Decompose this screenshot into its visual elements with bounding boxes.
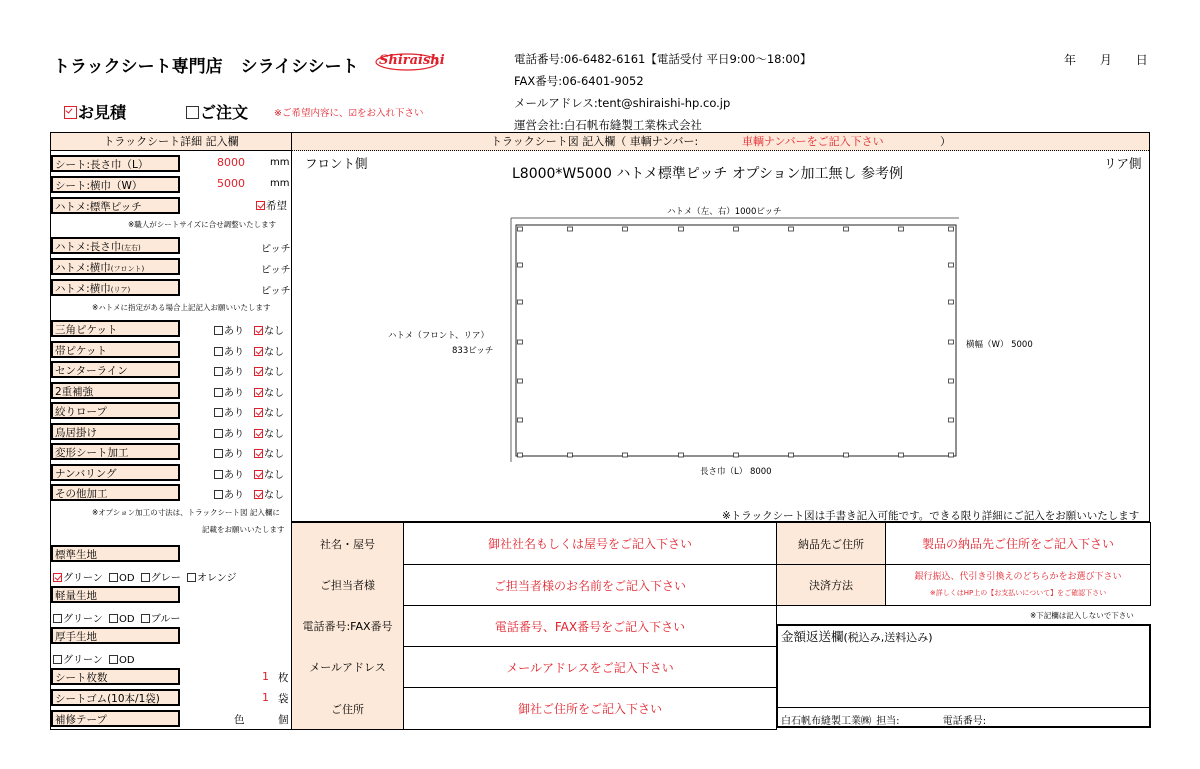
thick-green-checkbox[interactable] bbox=[53, 655, 62, 664]
option-nashi-label: なし bbox=[264, 388, 284, 399]
rubber-value[interactable]: 1 bbox=[262, 691, 269, 704]
front-label: フロント側 bbox=[305, 156, 368, 171]
email-input[interactable]: メールアドレスをご記入下さい bbox=[506, 660, 674, 675]
sheet-width-value[interactable]: 5000 bbox=[217, 177, 245, 190]
grommet-note: ※職人がシートサイズに合せ調整いたします bbox=[128, 220, 277, 229]
grommet-front-text: ハトメ:横巾 bbox=[55, 262, 111, 274]
sheet-length-label: シート:長さ巾（L） bbox=[51, 155, 180, 172]
grommet-mark bbox=[679, 453, 684, 457]
grommet-standard-option-label: 希望 bbox=[266, 200, 287, 212]
email-line: メールアドレス:tent@shiraishi-hp.co.jp bbox=[514, 96, 731, 110]
standard-fabric-label: 標準生地 bbox=[51, 545, 180, 562]
std-gray-checkbox[interactable] bbox=[141, 573, 150, 582]
option-nashi-label: なし bbox=[264, 490, 284, 501]
diagram-header bbox=[292, 133, 1149, 151]
date-day: 日 bbox=[1135, 53, 1148, 67]
reply-sub: (税込み,送料込み) bbox=[843, 631, 933, 644]
option-note-1: ※オプション加工の寸法は、トラックシート図 記入欄に bbox=[92, 508, 280, 517]
payment-hint-1: 銀行振込、代引き引換えのどちらかをお選び下さい bbox=[914, 572, 1122, 582]
grommet-mark bbox=[899, 227, 904, 231]
option-nashi-label: なし bbox=[264, 347, 284, 358]
company-line: 運営会社:白石帆布縫製工業株式会社 bbox=[514, 118, 702, 132]
no-fill-note: ※下記欄は記入しないで下さい bbox=[1030, 611, 1134, 620]
option-ari-label: あり bbox=[224, 326, 244, 337]
light-fabric-label: 軽量生地 bbox=[51, 586, 180, 603]
grommet-mark bbox=[518, 340, 523, 344]
grommet-mark bbox=[949, 227, 954, 231]
option-ari-label: あり bbox=[224, 429, 244, 440]
shop-title-text: トラックシート専門店 bbox=[53, 57, 223, 77]
option-nashi-label: なし bbox=[264, 367, 284, 378]
address-label: ご住所 bbox=[331, 702, 364, 716]
width-dimension-label: 横幅（W） 5000 bbox=[966, 340, 1033, 350]
std-orange-label: オレンジ bbox=[196, 573, 237, 584]
option-nashi-checkbox[interactable] bbox=[254, 388, 263, 397]
payment-label: 決済方法 bbox=[809, 579, 853, 592]
grommet-mark bbox=[949, 379, 954, 383]
option-ari-checkbox[interactable] bbox=[214, 429, 223, 438]
delivery-input[interactable]: 製品の納品先ご住所をご記入下さい bbox=[921, 537, 1114, 551]
phone-input[interactable]: 電話番号、FAX番号をご記入下さい bbox=[494, 619, 686, 634]
grommet-mark bbox=[623, 227, 628, 231]
grommet-mark bbox=[568, 453, 573, 457]
grommet-mark bbox=[518, 263, 523, 267]
sheet-count-label: シート枚数 bbox=[51, 668, 180, 685]
diagram-footer-note: ※トラックシート図は手書き記入可能です。できる限り詳細にご記入をお願いいたします bbox=[722, 510, 1140, 522]
option-ari-checkbox[interactable] bbox=[214, 408, 223, 417]
option-choices bbox=[214, 322, 284, 337]
address-input[interactable]: 御社ご住所をご記入下さい bbox=[517, 702, 662, 716]
option-nashi-checkbox[interactable] bbox=[254, 367, 263, 376]
grommet-length-sub: (左右) bbox=[121, 244, 141, 252]
thick-green-label: グリーン bbox=[63, 655, 103, 666]
thick-fabric-label: 厚手生地 bbox=[51, 627, 180, 644]
pitch-note: ※ハトメに指定がある場合上記記入お願いいたします bbox=[92, 303, 271, 312]
grommet-mark bbox=[734, 227, 739, 231]
option-ari-checkbox[interactable] bbox=[214, 388, 223, 397]
option-ari-checkbox[interactable] bbox=[214, 470, 223, 479]
shop-subtitle: シライシシート bbox=[240, 57, 359, 77]
grommet-mark bbox=[844, 453, 849, 457]
option-choices bbox=[214, 425, 284, 440]
side-pitch-label: ハトメ（フロント、リア） bbox=[388, 331, 489, 341]
light-green-label: グリーン bbox=[63, 614, 103, 625]
option-nashi-checkbox[interactable] bbox=[254, 470, 263, 479]
light-od-checkbox[interactable] bbox=[109, 614, 118, 623]
rubber-unit: 袋 bbox=[278, 693, 289, 705]
left-section-title: トラックシート詳細 記入欄 bbox=[51, 133, 291, 151]
grommet-mark bbox=[518, 379, 523, 383]
option-label: 三角ピケット bbox=[51, 320, 180, 337]
option-choices bbox=[214, 445, 284, 460]
option-nashi-label: なし bbox=[264, 326, 284, 337]
option-label: ナンバリング bbox=[51, 464, 180, 481]
grommet-mark bbox=[899, 453, 904, 457]
staff-phone: 電話番号: bbox=[942, 716, 987, 727]
std-od-checkbox[interactable] bbox=[109, 573, 118, 582]
sheet-count-value[interactable]: 1 bbox=[262, 670, 269, 683]
grommet-mark bbox=[949, 263, 954, 267]
sheet-diagram[interactable] bbox=[505, 215, 965, 465]
grommet-front-label bbox=[51, 258, 180, 275]
contact-block bbox=[514, 48, 811, 136]
option-note-2: 記載をお願いいたします bbox=[202, 525, 285, 534]
company-input[interactable]: 御社社名もしくは屋号をご記入下さい bbox=[487, 537, 692, 551]
grommet-mark bbox=[518, 227, 523, 231]
tape-unit[interactable]: 個 bbox=[278, 714, 289, 726]
side-pitch-value: 833ピッチ bbox=[452, 346, 494, 356]
option-nashi-checkbox[interactable] bbox=[254, 408, 263, 417]
option-ari-label: あり bbox=[224, 490, 244, 501]
grommet-standard-checkbox[interactable] bbox=[256, 201, 265, 210]
option-ari-checkbox[interactable] bbox=[214, 326, 223, 335]
sheet-length-unit: mm bbox=[270, 157, 290, 168]
option-choices bbox=[214, 404, 284, 419]
payment-input[interactable] bbox=[886, 565, 1150, 605]
option-nashi-label: なし bbox=[264, 429, 284, 440]
grommet-mark bbox=[518, 418, 523, 422]
option-choices bbox=[214, 343, 284, 358]
sheet-width-unit: mm bbox=[270, 178, 290, 189]
check-hint: ※ご希望内容に、☑をお入れ下さい bbox=[274, 108, 424, 119]
grommet-mark bbox=[949, 340, 954, 344]
std-orange-checkbox[interactable] bbox=[187, 573, 196, 582]
grommet-mark bbox=[734, 453, 739, 457]
staff-company: 白石帆布縫製工業㈱ bbox=[781, 716, 871, 727]
option-label: 変形シート加工 bbox=[51, 443, 180, 460]
date-month: 月 bbox=[1099, 53, 1112, 67]
date-year: 年 bbox=[1064, 53, 1077, 67]
estimate-checkbox[interactable] bbox=[64, 106, 77, 119]
staff-label: 担当: bbox=[876, 716, 900, 727]
grommet-front-unit: ピッチ bbox=[261, 265, 291, 276]
grommet-length-unit: ピッチ bbox=[261, 244, 291, 255]
option-label: 鳥居掛け bbox=[51, 423, 180, 440]
shop-title bbox=[53, 52, 359, 77]
tape-color[interactable]: 色 bbox=[234, 714, 245, 726]
thick-fabric-colors bbox=[53, 651, 135, 666]
rear-label: リア側 bbox=[1104, 156, 1142, 171]
estimate-option[interactable] bbox=[64, 100, 126, 123]
order-option[interactable] bbox=[186, 100, 248, 123]
option-choices bbox=[214, 486, 284, 501]
sheet-width-label: シート:横巾（W） bbox=[51, 176, 180, 193]
option-ari-label: あり bbox=[224, 388, 244, 399]
fax-line: FAX番号:06-6401-9052 bbox=[514, 74, 644, 88]
thick-od-label: OD bbox=[119, 655, 135, 666]
sheet-length-value[interactable]: 8000 bbox=[217, 156, 245, 169]
grommet-mark bbox=[518, 300, 523, 304]
grommet-standard-option[interactable] bbox=[256, 198, 287, 213]
grommet-rear-label bbox=[51, 279, 180, 296]
grommet-mark bbox=[844, 227, 849, 231]
option-nashi-checkbox[interactable] bbox=[254, 449, 263, 458]
std-gray-label: グレー bbox=[150, 573, 181, 584]
option-ari-label: あり bbox=[224, 367, 244, 378]
shiraishi-logo bbox=[375, 50, 445, 72]
option-ari-label: あり bbox=[224, 347, 244, 358]
option-label: 絞りロープ bbox=[51, 402, 180, 419]
option-ari-checkbox[interactable] bbox=[214, 367, 223, 376]
grommet-mark bbox=[789, 227, 794, 231]
grommet-group bbox=[518, 227, 954, 457]
option-nashi-checkbox[interactable] bbox=[254, 490, 263, 499]
order-label: ご注文 bbox=[200, 103, 249, 122]
date-fields[interactable] bbox=[1064, 51, 1148, 68]
diagram-title-close: ） bbox=[940, 135, 951, 148]
option-nashi-checkbox[interactable] bbox=[254, 326, 263, 335]
grommet-mark bbox=[568, 227, 573, 231]
reply-title bbox=[781, 627, 933, 645]
thick-od-checkbox[interactable] bbox=[109, 655, 118, 664]
grommet-rear-unit: ピッチ bbox=[261, 286, 291, 297]
option-nashi-label: なし bbox=[264, 470, 284, 481]
option-ari-checkbox[interactable] bbox=[214, 347, 223, 356]
light-fabric-colors bbox=[53, 610, 180, 625]
light-blue-checkbox[interactable] bbox=[141, 614, 150, 623]
email-label: メールアドレス bbox=[309, 661, 386, 674]
option-choices bbox=[214, 466, 284, 481]
option-nashi-checkbox[interactable] bbox=[254, 347, 263, 356]
option-nashi-label: なし bbox=[264, 449, 284, 460]
plate-hint[interactable]: 車輌ナンバーをご記入下さい bbox=[742, 135, 884, 148]
tape-label: 補修テープ bbox=[51, 710, 180, 727]
grommet-mark bbox=[789, 453, 794, 457]
logo-text: Shiraishi bbox=[379, 53, 445, 68]
rubber-label: シートゴム(10本/1袋) bbox=[51, 689, 180, 706]
grommet-mark bbox=[518, 453, 523, 457]
option-ari-checkbox[interactable] bbox=[214, 449, 223, 458]
option-ari-label: あり bbox=[224, 408, 244, 419]
grommet-standard-label: ハトメ:標準ピッチ bbox=[51, 197, 180, 214]
grommet-length-text: ハトメ:長さ巾 bbox=[55, 241, 122, 253]
grommet-mark bbox=[679, 227, 684, 231]
option-ari-label: あり bbox=[224, 470, 244, 481]
person-input[interactable]: ご担当者様のお名前をご記入下さい bbox=[493, 578, 686, 593]
sheet-count-unit: 枚 bbox=[278, 672, 289, 684]
grommet-mark bbox=[623, 453, 628, 457]
grommet-rear-sub: (リア) bbox=[110, 286, 131, 294]
option-ari-checkbox[interactable] bbox=[214, 490, 223, 499]
diagram-title: トラックシート図 記入欄（ 車輌ナンバー: bbox=[491, 135, 699, 148]
std-green-label: グリーン bbox=[63, 573, 103, 584]
estimate-label: お見積 bbox=[78, 103, 127, 122]
delivery-label: 納品先ご住所 bbox=[798, 537, 864, 551]
light-green-checkbox[interactable] bbox=[53, 614, 62, 623]
grommet-rear-text: ハトメ:横巾 bbox=[55, 283, 111, 295]
grommet-mark bbox=[949, 300, 954, 304]
option-nashi-label: なし bbox=[264, 408, 284, 419]
payment-hint-2: ※詳しくはHP上の【お支払いについて】をご確認下さい bbox=[929, 589, 1107, 597]
option-label: その他加工 bbox=[51, 484, 180, 501]
option-label: 帯ピケット bbox=[51, 341, 180, 358]
top-pitch-label: ハトメ（左、右）1000ピッチ bbox=[667, 207, 782, 217]
reply-title-text: 金額返送欄 bbox=[781, 629, 844, 644]
diagram-main-title: L8000*W5000 ハトメ標準ピッチ オプション加工無し 参考例 bbox=[512, 166, 904, 182]
phone-label: 電話番号:FAX番号 bbox=[302, 620, 393, 633]
person-label: ご担当者様 bbox=[320, 579, 375, 592]
grommet-length-label bbox=[51, 237, 180, 254]
staff-line bbox=[781, 712, 986, 727]
std-green-checkbox[interactable] bbox=[53, 573, 62, 582]
phone-line: 電話番号:06-6482-6161【電話受付 平日9:00～18:00】 bbox=[514, 52, 812, 66]
option-choices bbox=[214, 384, 284, 399]
option-label: センターライン bbox=[51, 361, 180, 378]
standard-fabric-colors bbox=[53, 569, 236, 584]
option-ari-label: あり bbox=[224, 449, 244, 460]
length-dimension-label: 長さ巾（L） 8000 bbox=[700, 467, 772, 477]
company-label: 社名・屋号 bbox=[320, 537, 375, 551]
option-choices bbox=[214, 363, 284, 378]
option-nashi-checkbox[interactable] bbox=[254, 429, 263, 438]
light-od-label: OD bbox=[119, 614, 135, 625]
grommet-mark bbox=[949, 418, 954, 422]
grommet-front-sub: (フロント) bbox=[110, 265, 145, 273]
light-blue-label: ブルー bbox=[150, 614, 181, 625]
std-od-label: OD bbox=[119, 573, 135, 584]
order-checkbox[interactable] bbox=[186, 106, 199, 119]
sheet-outline bbox=[516, 225, 956, 456]
grommet-mark bbox=[949, 453, 954, 457]
option-label: 2重補強 bbox=[51, 382, 180, 399]
